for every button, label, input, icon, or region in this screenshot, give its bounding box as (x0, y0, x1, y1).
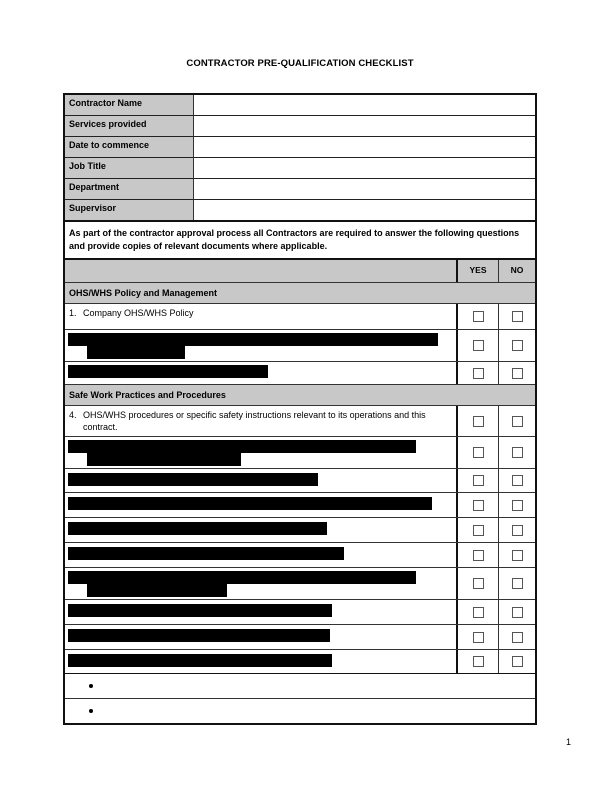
no-cell (499, 650, 535, 673)
detail-label: Department (65, 179, 194, 199)
yes-checkbox[interactable] (473, 578, 484, 589)
checklist-table (63, 93, 537, 725)
no-checkbox[interactable] (512, 656, 523, 667)
services-provided-field[interactable] (194, 116, 535, 136)
yes-cell (458, 543, 499, 567)
bullet-row (65, 698, 535, 723)
detail-label: Contractor Name (65, 95, 194, 115)
detail-row-supervisor (65, 199, 535, 220)
redaction-bar (68, 522, 327, 535)
item-question (65, 437, 458, 468)
no-checkbox[interactable] (512, 500, 523, 511)
yes-cell (458, 625, 499, 649)
no-checkbox[interactable] (512, 578, 523, 589)
checklist-item (65, 329, 535, 361)
redaction-bar (68, 333, 438, 346)
checklist-item (65, 405, 535, 436)
no-cell (499, 625, 535, 649)
item-text: Company OHS/WHS Policy (83, 308, 194, 318)
item-question (65, 493, 458, 517)
checklist-item (65, 492, 535, 517)
no-cell (499, 362, 535, 384)
redaction-bar (87, 453, 241, 466)
yes-checkbox[interactable] (473, 475, 484, 486)
redaction-bar (68, 571, 416, 584)
detail-label: Services provided (65, 116, 194, 136)
redaction-bar (68, 604, 332, 617)
yes-checkbox[interactable] (473, 500, 484, 511)
page-number: 1 (566, 737, 572, 747)
no-checkbox[interactable] (512, 340, 523, 351)
yes-cell (458, 469, 499, 492)
checklist-item (65, 436, 535, 468)
date-to-commence-field[interactable] (194, 137, 535, 157)
question-column-header (65, 260, 458, 282)
document-title: CONTRACTOR PRE-QUALIFICATION CHECKLIST (186, 58, 414, 69)
no-cell (499, 600, 535, 624)
yes-checkbox[interactable] (473, 416, 484, 427)
yes-cell (458, 650, 499, 673)
redaction-bar (68, 629, 330, 642)
yes-checkbox[interactable] (473, 525, 484, 536)
redaction-bar (87, 346, 185, 359)
yes-cell (458, 600, 499, 624)
detail-row-services (65, 115, 535, 136)
item-number: 1. (69, 308, 77, 318)
yes-column-header: YES (458, 260, 499, 282)
checklist-item (65, 517, 535, 542)
yes-checkbox[interactable] (473, 632, 484, 643)
detail-label: Job Title (65, 158, 194, 178)
item-question (65, 600, 458, 624)
item-question (65, 304, 458, 329)
no-cell (499, 406, 535, 436)
no-cell (499, 518, 535, 542)
no-checkbox[interactable] (512, 475, 523, 486)
bullet-icon (89, 709, 93, 713)
item-question (65, 650, 458, 673)
checklist-item (65, 649, 535, 674)
redaction-bar (68, 654, 332, 667)
bullet-icon (89, 684, 93, 688)
no-checkbox[interactable] (512, 416, 523, 427)
detail-row-contractor-name (65, 95, 535, 115)
yes-cell (458, 568, 499, 599)
no-checkbox[interactable] (512, 447, 523, 458)
item-question (65, 330, 458, 361)
no-checkbox[interactable] (512, 525, 523, 536)
contractor-name-field[interactable] (194, 95, 535, 115)
yes-checkbox[interactable] (473, 447, 484, 458)
item-question (65, 543, 458, 567)
department-field[interactable] (194, 179, 535, 199)
detail-row-job-title (65, 157, 535, 178)
no-checkbox[interactable] (512, 607, 523, 618)
no-checkbox[interactable] (512, 632, 523, 643)
yes-cell (458, 493, 499, 517)
no-cell (499, 304, 535, 329)
item-question (65, 568, 458, 599)
checklist-item (65, 468, 535, 492)
section-heading: OHS/WHS Policy and Management (65, 282, 535, 303)
detail-label: Date to commence (65, 137, 194, 157)
checklist-item (65, 567, 535, 599)
no-column-header: NO (510, 265, 524, 275)
no-cell (499, 493, 535, 517)
redaction-bar (87, 584, 227, 597)
no-checkbox[interactable] (512, 311, 523, 322)
item-question (65, 625, 458, 649)
yes-checkbox[interactable] (473, 656, 484, 667)
section-heading: Safe Work Practices and Procedures (65, 384, 535, 405)
no-checkbox[interactable] (512, 550, 523, 561)
yes-cell (458, 362, 499, 384)
yes-cell (458, 406, 499, 436)
no-checkbox[interactable] (512, 368, 523, 379)
item-question (65, 518, 458, 542)
yes-cell (458, 330, 499, 361)
no-cell (499, 469, 535, 492)
yes-checkbox[interactable] (473, 550, 484, 561)
supervisor-field[interactable] (194, 200, 535, 220)
no-cell (499, 568, 535, 599)
checklist-item (65, 361, 535, 384)
item-question (65, 469, 458, 492)
checklist-item (65, 599, 535, 624)
yes-cell (458, 437, 499, 468)
no-cell (499, 330, 535, 361)
yes-checkbox[interactable] (473, 340, 484, 351)
item-number: 4. (69, 410, 77, 420)
column-header-row (65, 258, 535, 282)
redaction-bar (68, 497, 432, 510)
yes-checkbox[interactable] (473, 368, 484, 379)
yes-checkbox[interactable] (473, 311, 484, 322)
redaction-bar (68, 440, 416, 453)
checklist-item (65, 303, 535, 329)
checklist-item (65, 624, 535, 649)
detail-row-department (65, 178, 535, 199)
redaction-bar (68, 547, 344, 560)
item-question (65, 362, 458, 384)
no-cell (499, 543, 535, 567)
redaction-bar (68, 365, 268, 378)
yes-cell (458, 518, 499, 542)
item-question (65, 406, 458, 436)
detail-row-date (65, 136, 535, 157)
yes-cell (458, 304, 499, 329)
job-title-field[interactable] (194, 158, 535, 178)
detail-label: Supervisor (65, 200, 194, 220)
yes-checkbox[interactable] (473, 607, 484, 618)
bullet-row (65, 674, 535, 698)
intro-text: As part of the contractor approval process all Contractors are required to answer the following questions and provide copies of relevant documents where applicable. (65, 220, 535, 258)
checklist-item (65, 542, 535, 567)
no-cell (499, 437, 535, 468)
item-text: OHS/WHS procedures or specific safety instructions relevant to its operations and this contract. (83, 410, 426, 432)
redaction-bar (68, 473, 318, 486)
